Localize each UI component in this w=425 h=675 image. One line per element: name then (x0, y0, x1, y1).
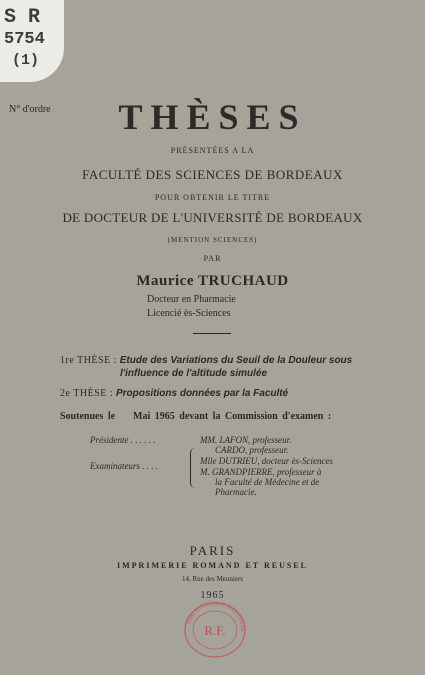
jury-member-grandpierre-line-2: la Faculté de Médecine et de (215, 477, 320, 487)
defense-line: Soutenues le Mai 1965 devant la Commission d'examen : (60, 411, 332, 422)
jury-member-grandpierre-line-3: Pharmacie. (215, 487, 257, 497)
stamp-line-1: S R (4, 6, 41, 29)
printer-name: IMPRIMERIE ROMAND ET REUSEL (117, 561, 308, 570)
author-qualification-1: Docteur en Pharmacie (147, 294, 236, 305)
thesis-2 (60, 388, 288, 399)
thesis-1-label: 1re THÈSE : (60, 355, 117, 366)
library-callnumber-stamp (0, 0, 64, 82)
to-obtain-line: POUR OBTENIR LE TITRE (154, 193, 271, 202)
bibliotheque-nationale-seal (177, 597, 253, 661)
author-qualification-2: Licencié ès-Sciences (147, 308, 231, 319)
author-name (0, 273, 425, 290)
presented-line: PRÉSENTÉES A LA (170, 146, 255, 155)
publication-year: 1965 (200, 590, 225, 601)
author-qualifications (147, 293, 236, 321)
seal-ring-text: BIBLIOTHÈQUE NATIONAL (185, 600, 246, 633)
par-line: PAR (203, 254, 222, 263)
thesis-1-title-line-1: Etude des Variations du Seuil de la Douleur sous (119, 355, 353, 366)
faculty-name: FACULTÉ DES SCIENCES DE BORDEAUX (82, 167, 343, 182)
president-label: Présidente . . . . . . (90, 435, 156, 445)
thesis-1 (60, 353, 352, 368)
printer-address: 14, Rue des Meuniers (181, 575, 244, 583)
mention-line: (MENTION SCIENCES) (167, 236, 258, 244)
jury-president: MM. LAFON, professeur. (200, 435, 292, 445)
jury-member-grandpierre: M. GRANDPIERRE, professeur à (200, 467, 322, 477)
divider (193, 333, 231, 334)
thesis-1-title-line-2: l'influence de l'altitude simulée (120, 368, 268, 379)
city: PARIS (189, 543, 236, 558)
examiners-label: Examinateurs . . . . (90, 461, 158, 471)
thesis-2-label: 2e THÈSE : (60, 388, 114, 399)
page-title: THÈSES (118, 97, 307, 137)
thesis-2-title: Propositions données par la Faculté (115, 388, 289, 399)
author-first-name: Maurice (136, 273, 194, 289)
jury-member-cardo: CARDO, professeur. (215, 445, 289, 455)
degree-title: DE DOCTEUR DE L'UNIVERSITÉ DE BORDEAUX (62, 210, 363, 225)
author-last-name: TRUCHAUD (197, 273, 289, 289)
jury-member-dutrieu: Mlle DUTRIEU, docteur ès-Sciences (200, 456, 333, 466)
stamp-line-2: 5754 (4, 30, 45, 49)
order-number-label: N° d'ordre (9, 104, 51, 115)
stamp-line-3: (1) (12, 52, 40, 69)
seal-center-text: R.F. (204, 623, 226, 638)
examiners-brace (190, 448, 195, 488)
